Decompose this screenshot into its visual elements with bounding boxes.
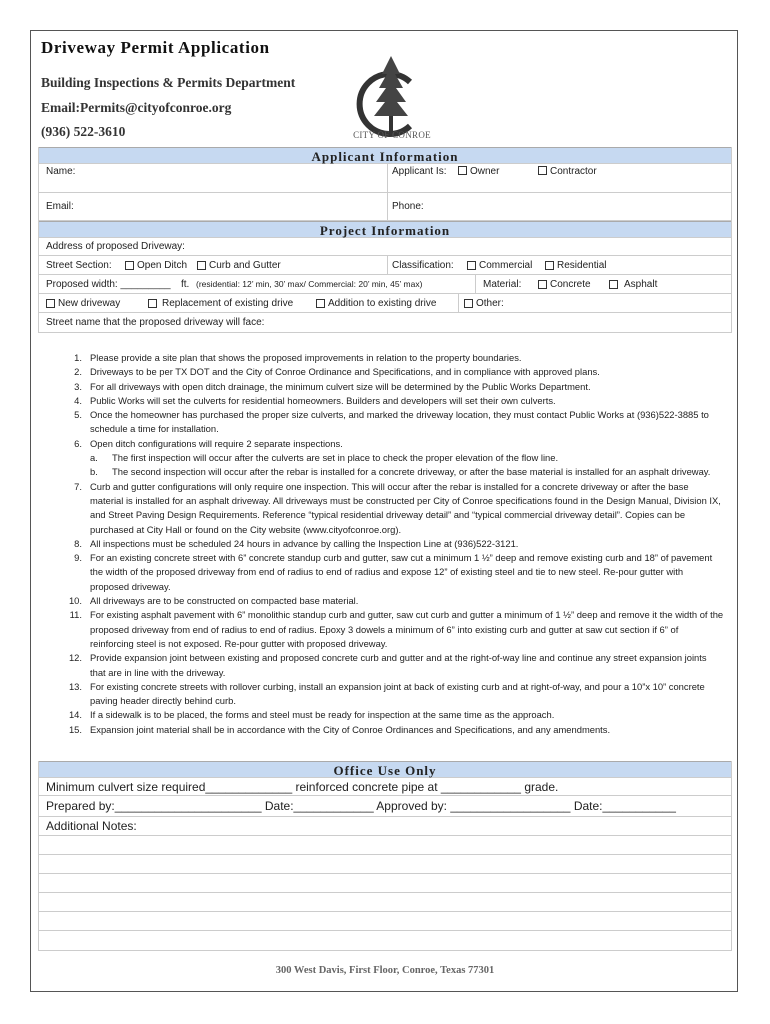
applicant-row-1 [39, 164, 731, 193]
residential-option[interactable] [545, 256, 606, 274]
instruction-item [64, 480, 724, 537]
other-checkbox[interactable] [464, 299, 473, 308]
street-name-label: Street name that the proposed driveway will face: [46, 317, 265, 328]
instruction-subitem-letter: b. [90, 466, 98, 478]
curb-gutter-option[interactable] [197, 256, 281, 274]
commercial-label: Commercial [479, 259, 533, 271]
other-option[interactable] [464, 294, 504, 312]
instruction-number: 14. [68, 709, 82, 721]
instruction-item [64, 680, 724, 709]
instruction-item [64, 380, 724, 394]
notes-line[interactable] [39, 836, 731, 855]
notes-line[interactable] [39, 855, 731, 874]
instruction-item [64, 608, 724, 651]
culvert-line: Minimum culvert size required_____________ reinforced concrete pipe at ____________ grade. [46, 779, 559, 794]
concrete-checkbox[interactable] [538, 280, 547, 289]
applicant-row-2 [39, 193, 731, 221]
phone-label: Phone: [392, 201, 424, 212]
replacement-label: Replacement of existing drive [162, 297, 294, 309]
form-title: Driveway Permit Application [41, 38, 270, 57]
instruction-text: Curb and gutter configurations will only require one inspection. This will occur after the rebar is installed for a concrete driveway or after the base material is installed for an asphalt driveway. All driveways must be constructed per City of Conroe specifications found in the Design Manual, Division IX, and Street Paving Design Requirements. Reference “typical residential driveway detail” and “typical commercial driveway detail”. Copies can be purchased at City Hall or found on the City website (www.cityofconroe.org). [90, 480, 721, 535]
address-label: Address of proposed Driveway: [46, 241, 185, 252]
asphalt-checkbox[interactable] [609, 280, 618, 289]
street-section-label: Street Section: [46, 259, 112, 271]
instruction-item [64, 365, 724, 379]
width-unit-label: ft. [181, 278, 190, 290]
instruction-text: For existing concrete streets with rollover curbing, install an expansion joint at back of existing curb and at right-of-way, and pour a 10”x 10” concrete paving header directly behind curb. [90, 680, 705, 707]
asphalt-option[interactable] [609, 275, 657, 293]
instruction-text: Public Works will set the culverts for residential homeowners. Builders and developers will set their own culverts. [90, 394, 556, 406]
new-driveway-label: New driveway [58, 297, 121, 309]
applicant-section-title: Applicant Information [39, 147, 731, 164]
instruction-item [64, 408, 724, 437]
prepared-row [39, 796, 731, 817]
notes-line[interactable] [39, 874, 731, 893]
owner-checkbox[interactable] [458, 166, 467, 175]
instruction-text: Expansion joint material shall be in accordance with the City of Conroe Ordinances and Specifications, and any amendments. [90, 723, 611, 735]
addition-option[interactable] [316, 294, 436, 312]
notes-line[interactable] [39, 931, 731, 951]
instruction-item [64, 723, 724, 737]
open-ditch-option[interactable] [125, 256, 187, 274]
addition-label: Addition to existing drive [328, 297, 437, 309]
applicant-is-label: Applicant Is: [392, 166, 447, 177]
address-row [39, 238, 731, 256]
department-email: Email:Permits@cityofconroe.org [41, 100, 232, 115]
additional-notes-label: Additional Notes: [46, 819, 137, 833]
instruction-item [64, 594, 724, 608]
material-label: Material: [483, 278, 522, 290]
instruction-number: 13. [68, 680, 82, 692]
residential-checkbox[interactable] [545, 261, 554, 270]
street-name-row [39, 313, 731, 333]
office-section [38, 761, 732, 951]
instruction-item [64, 394, 724, 408]
instruction-item [64, 537, 724, 551]
instruction-subitem-text: The first inspection will occur after the culverts are set in place to check the proper elevation of the flow line. [112, 452, 559, 464]
instruction-text: Driveways to be per TX DOT and the City of Conroe Ordinance and Specifications, and in compliance with approved plans. [90, 366, 600, 378]
new-driveway-checkbox[interactable] [46, 299, 55, 308]
classification-label: Classification: [392, 259, 454, 271]
contractor-label: Contractor [550, 166, 597, 177]
width-row [39, 275, 731, 294]
residential-label: Residential [557, 259, 607, 271]
curb-gutter-label: Curb and Gutter [209, 259, 281, 271]
street-section-row [39, 256, 731, 275]
culvert-row [39, 778, 731, 796]
instruction-number: 4. [74, 394, 82, 406]
commercial-option[interactable] [467, 256, 532, 274]
concrete-option[interactable] [538, 275, 591, 293]
owner-label: Owner [470, 166, 500, 177]
instructions-list [64, 351, 724, 737]
notes-line[interactable] [39, 912, 731, 931]
new-driveway-option[interactable] [46, 294, 120, 312]
instruction-item [64, 551, 724, 594]
instruction-number: 2. [74, 366, 82, 378]
instruction-subitem-letter: a. [90, 452, 98, 464]
replacement-option[interactable] [148, 294, 293, 312]
open-ditch-checkbox[interactable] [125, 261, 134, 270]
applicant-section [38, 147, 732, 221]
instruction-text: Open ditch configurations will require 2 separate inspections. [90, 437, 343, 449]
department-name: Building Inspections & Permits Department [41, 75, 296, 90]
instruction-text: For an existing concrete street with 6” concrete standup curb and gutter, saw cut a minimum 1 ½” deep and remove existing curb and 18” of pavement the width of the proposed driveway from end of radius to end of radius and expose 12” of existing steel and tie to new steel. Re-pour gutter with proposed driveway. [90, 552, 713, 592]
instruction-item [64, 651, 724, 680]
driveway-type-row [39, 294, 731, 313]
instruction-text: All inspections must be scheduled 24 hours in advance by calling the Inspection Line at (936)522-3121. [90, 537, 519, 549]
instruction-item [64, 708, 724, 722]
addition-checkbox[interactable] [316, 299, 325, 308]
department-phone: (936) 522-3610 [41, 124, 126, 139]
contractor-checkbox[interactable] [538, 166, 547, 175]
instruction-number: 1. [74, 352, 82, 363]
project-section [38, 221, 732, 333]
instruction-text: Once the homeowner has purchased the proper size culverts, and marked the driveway location, they must contact Public Works at (936)522-3885 to schedule a time for installation. [90, 409, 709, 435]
email-label: Email: [46, 201, 74, 212]
open-ditch-label: Open Ditch [137, 259, 188, 271]
instruction-item [64, 351, 724, 365]
instruction-number: 15. [68, 723, 82, 735]
notes-row[interactable] [39, 817, 731, 836]
office-section-title: Office Use Only [39, 761, 731, 778]
instruction-text: For all driveways with open ditch drainage, the minimum culvert size will be determined by the Public Works Department. [90, 380, 591, 392]
instruction-number: 6. [74, 437, 82, 449]
curb-gutter-checkbox[interactable] [197, 261, 206, 270]
instruction-number: 9. [74, 552, 82, 564]
concrete-label: Concrete [550, 278, 591, 290]
instruction-number: 12. [68, 652, 82, 664]
owner-option[interactable] [458, 164, 499, 194]
instruction-subitem [64, 451, 724, 465]
instruction-number: 7. [74, 480, 82, 492]
notes-line[interactable] [39, 893, 731, 912]
instruction-number: 11. [69, 609, 82, 621]
instruction-text: Please provide a site plan that shows the proposed improvements in relation to the property boundaries. [90, 352, 522, 363]
footer-address: 300 West Davis, First Floor, Conroe, Texas 77301 [275, 965, 495, 976]
instruction-number: 5. [74, 409, 82, 421]
instruction-text: Provide expansion joint between existing and proposed concrete curb and gutter and at the right-of-way line and continue any street expansion joints that are in line with the driveway. [90, 652, 707, 678]
name-label: Name: [46, 166, 76, 177]
project-section-title: Project Information [39, 221, 731, 238]
instruction-item [64, 437, 724, 451]
asphalt-label: Asphalt [624, 278, 658, 290]
commercial-checkbox[interactable] [467, 261, 476, 270]
other-label: Other: [476, 297, 504, 309]
city-logo-text: CITY OF CONROE [353, 130, 431, 140]
instruction-number: 3. [74, 380, 82, 392]
width-note: (residential: 12’ min, 30’ max/ Commercial: 20’ min, 45’ max) [196, 279, 423, 289]
instruction-subitem [64, 465, 724, 479]
instruction-text: For existing asphalt pavement with 6” monolithic standup curb and gutter, saw cut curb and gutter a minimum of 1 ½” deep and remove it the width of the proposed driveway from end of radius to end of radius. Epoxy 3 dowels a minimum of 6” into existing curb and gutter at saw cut section if 6” of reinforcing steel is not exposed. Re-pour gutter with proposed driveway. [90, 609, 724, 649]
instruction-text: If a sidewalk is to be placed, the forms and steel must be ready for inspection at the same time as the approach. [90, 709, 555, 721]
instruction-subitem-text: The second inspection will occur after the rebar is installed for a concrete driveway, or after the base material is installed for an asphalt driveway. [112, 466, 711, 478]
instruction-text: All driveways are to be constructed on compacted base material. [90, 595, 359, 607]
replacement-checkbox[interactable] [148, 299, 157, 308]
contractor-option[interactable] [538, 164, 597, 194]
instruction-number: 10. [68, 595, 82, 607]
instruction-number: 8. [74, 537, 82, 549]
prepared-line: Prepared by:______________________ Date:____________ Approved by: __________________ Date:___________ [46, 799, 676, 813]
proposed-width-label: Proposed width: _________ [46, 278, 171, 290]
